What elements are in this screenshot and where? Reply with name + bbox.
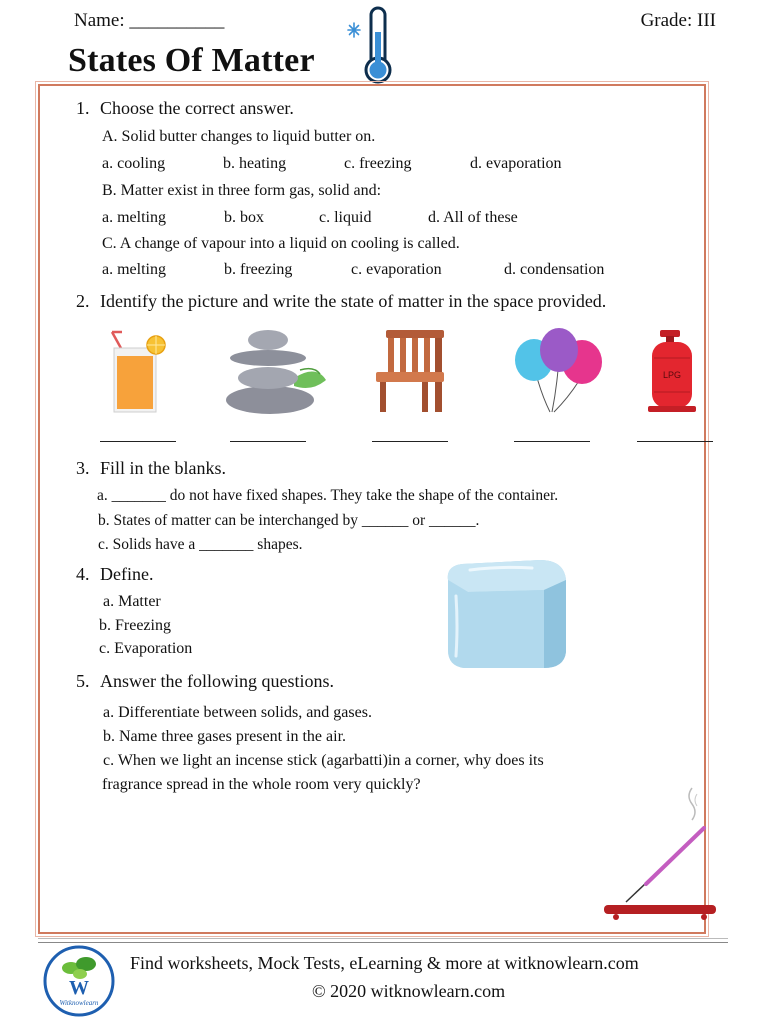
thermometer-icon [340,4,400,86]
footer-divider-top [38,938,728,939]
question-1-heading [76,98,294,119]
question-2-heading [76,291,606,312]
logo-letter: W [69,977,89,999]
question-number: 4. [76,564,90,584]
question-text: Fill in the blanks. [100,458,226,478]
q1b-option-b: b. box [224,209,264,226]
answer-blank-2[interactable] [230,441,306,442]
q1a-option-a: a. cooling [102,155,166,172]
question-text: Answer the following questions. [100,671,334,691]
footer-copyright: © 2020 witknowlearn.com [312,981,506,1001]
answer-blank-4[interactable] [514,441,590,442]
q1b-option-c: c. liquid [319,209,372,226]
question-text: Identify the picture and write the state of matter in the space provided. [100,291,607,311]
chair-icon [372,328,450,414]
q1c-option-c: c. evaporation [351,261,442,278]
page-title: States Of Matter [68,42,315,79]
q1a-option-d: d. evaporation [470,155,562,172]
question-text: Choose the correct answer. [100,98,294,118]
balloons-icon [512,326,606,418]
q5-item-c: c. When we light an incense stick (agarbatti)in a corner, why does its [103,752,544,769]
q4-item-b: b. Freezing [99,617,171,634]
q1a-option-c: c. freezing [344,155,412,172]
footer-promo-text: Find worksheets, Mock Tests, eLearning & more at witknowlearn.com [130,953,639,973]
q5-item-c-continued: fragrance spread in the whole room very quickly? [102,776,421,793]
question-text: Define. [100,564,154,584]
q1c-option-d: d. condensation [504,261,605,278]
gas-cylinder-icon [644,328,700,414]
question-number: 1. [76,98,90,118]
ice-cube-icon [440,556,570,674]
q1b-option-d: d. All of these [428,209,518,226]
question-5-heading [76,671,334,692]
logo-text: Witknowlearn [59,999,99,1007]
q1-part-a-prompt: A. Solid butter changes to liquid butter on. [102,128,376,145]
question-number: 5. [76,671,90,691]
juice-glass-icon [106,328,168,416]
q3-item-c: c. Solids have a _______ shapes. [98,536,303,553]
q4-item-c: c. Evaporation [99,640,193,657]
stones-icon [224,326,332,416]
grade-label: Grade: III [640,10,716,31]
witknowlearn-logo[interactable] [42,944,116,1018]
answer-blank-1[interactable] [100,441,176,442]
footer-divider [38,942,728,943]
q5-item-b: b. Name three gases present in the air. [103,728,347,745]
question-4-heading [76,564,153,585]
q1a-option-b: b. heating [223,155,287,172]
cylinder-label: LPG [662,370,682,380]
incense-stick-icon [600,784,720,924]
q1b-option-a: a. melting [102,209,166,226]
q1c-option-a: a. melting [102,261,166,278]
question-3-heading [76,458,226,479]
q1-part-c-prompt: C. A change of vapour into a liquid on cooling is called. [102,235,460,252]
name-field-label: Name: __________ [74,10,225,31]
q5-item-a: a. Differentiate between solids, and gases. [103,704,372,721]
answer-blank-3[interactable] [372,441,448,442]
q3-item-a: a. _______ do not have fixed shapes. They take the shape of the container. [97,487,559,504]
q4-item-a: a. Matter [103,593,161,610]
question-number: 2. [76,291,90,311]
q3-item-b: b. States of matter can be interchanged by ______ or ______. [98,512,480,529]
q1-part-b-prompt: B. Matter exist in three form gas, solid and: [102,182,382,199]
question-number: 3. [76,458,90,478]
answer-blank-5[interactable] [637,441,713,442]
q1c-option-b: b. freezing [224,261,293,278]
